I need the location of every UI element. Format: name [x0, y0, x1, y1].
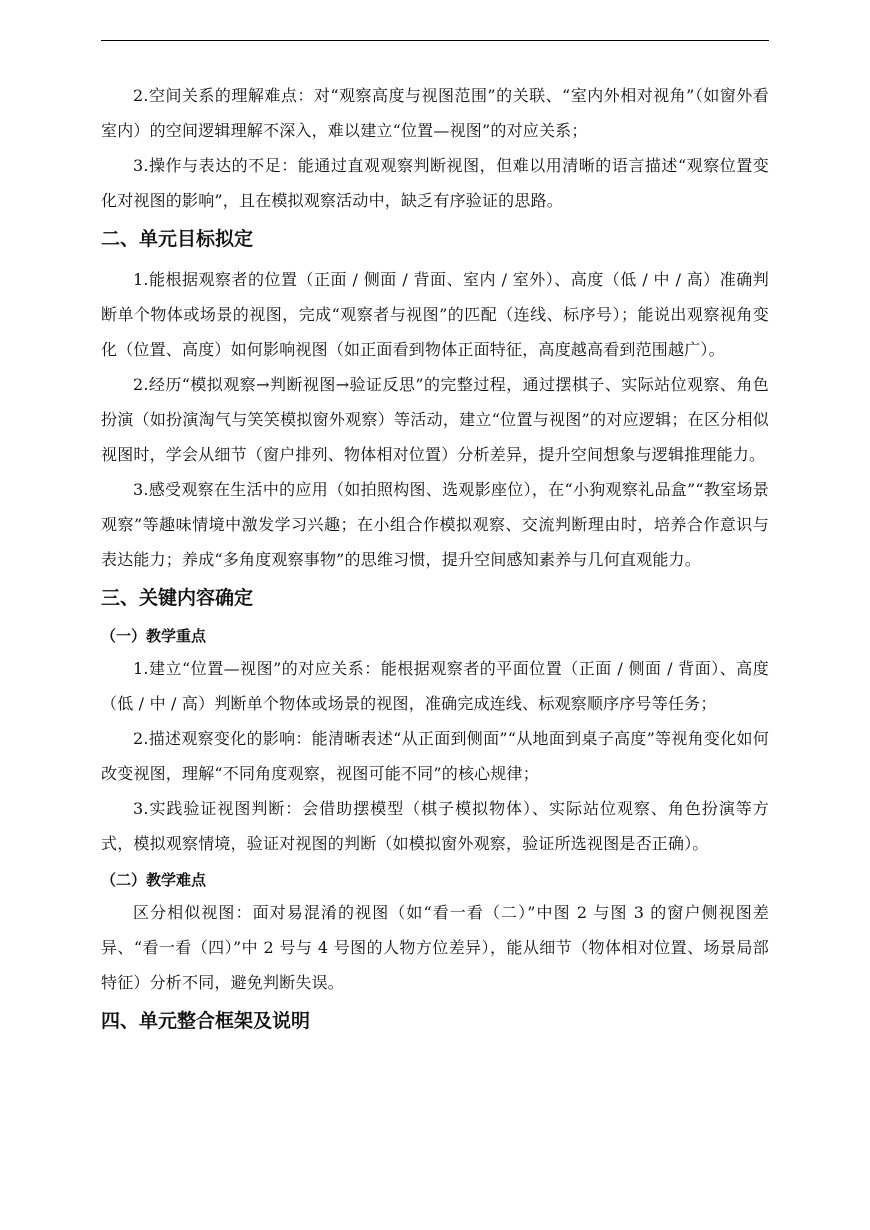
paragraph-focus-2: 2.描述观察变化的影响：能清晰表述“从正面到侧面”“从地面到桌子高度”等视角变化如何改变视图，理解“不同角度观察，视图可能不同”的核心规律； — [101, 729, 769, 783]
document-body — [101, 78, 769, 1044]
paragraph-difficulty-1: 区分相似视图：面对易混淆的视图（如“看一看（二）”中图 2 与图 3 的窗户侧视图差异、“看一看（四）”中 2 号与 4 号图的人物方位差异），能从细节（物体相对位置、场景局部特征）分析不同，避免判断失误。 — [101, 903, 769, 992]
paragraph-spatial-difficulty: 2.空间关系的理解难点：对“观察高度与视图范围”的关联、“室内外相对视角”（如窗外看室内）的空间逻辑理解不深入，难以建立“位置—视图”的对应关系； — [101, 86, 769, 140]
heading-teaching-focus: （一）教学重点 — [101, 627, 207, 645]
heading-teaching-difficulty: （二）教学难点 — [101, 871, 207, 889]
heading-unit-framework: 四、单元整合框架及说明 — [101, 1010, 311, 1032]
paragraph-goal-1: 1.能根据观察者的位置（正面 / 侧面 / 背面、室内 / 室外）、高度（低 / 中 / 高）准确判断单个物体或场景的视图，完成“观察者与视图”的匹配（连线、标序号）；能说出观察视角变化（位置、高度）如何影响视图（如正面看到物体正面特征，高度越高看到范围越广）。 — [101, 270, 769, 359]
heading-unit-goals: 二、单元目标拟定 — [101, 228, 254, 250]
paragraph-goal-2: 2.经历“模拟观察→判断视图→验证反思”的完整过程，通过摆棋子、实际站位观察、角色扮演（如扮演淘气与笑笑模拟窗外观察）等活动，建立“位置与视图”的对应逻辑；在区分相似视图时，学会从细节（窗户排列、物体相对位置）分析差异，提升空间想象与逻辑推理能力。 — [101, 375, 769, 464]
heading-key-content: 三、关键内容确定 — [101, 587, 254, 609]
paragraph-expression-shortfall: 3.操作与表达的不足：能通过直观观察判断视图，但难以用清晰的语言描述“观察位置变化对视图的影响”，且在模拟观察活动中，缺乏有序验证的思路。 — [101, 156, 769, 210]
header-rule — [101, 40, 769, 41]
paragraph-goal-3: 3.感受观察在生活中的应用（如拍照构图、选观影座位），在“小狗观察礼品盒”“教室场景观察”等趣味情境中激发学习兴趣；在小组合作模拟观察、交流判断理由时，培养合作意识与表达能力；养成“多角度观察事物”的思维习惯，提升空间感知素养与几何直观能力。 — [101, 480, 769, 569]
paragraph-focus-1: 1.建立“位置—视图”的对应关系：能根据观察者的平面位置（正面 / 侧面 / 背面）、高度（低 / 中 / 高）判断单个物体或场景的视图，准确完成连线、标观察顺序序号等任务； — [101, 659, 769, 713]
paragraph-focus-3: 3.实践验证视图判断：会借助摆模型（棋子模拟物体）、实际站位观察、角色扮演等方式，模拟观察情境，验证对视图的判断（如模拟窗外观察，验证所选视图是否正确）。 — [101, 799, 769, 853]
